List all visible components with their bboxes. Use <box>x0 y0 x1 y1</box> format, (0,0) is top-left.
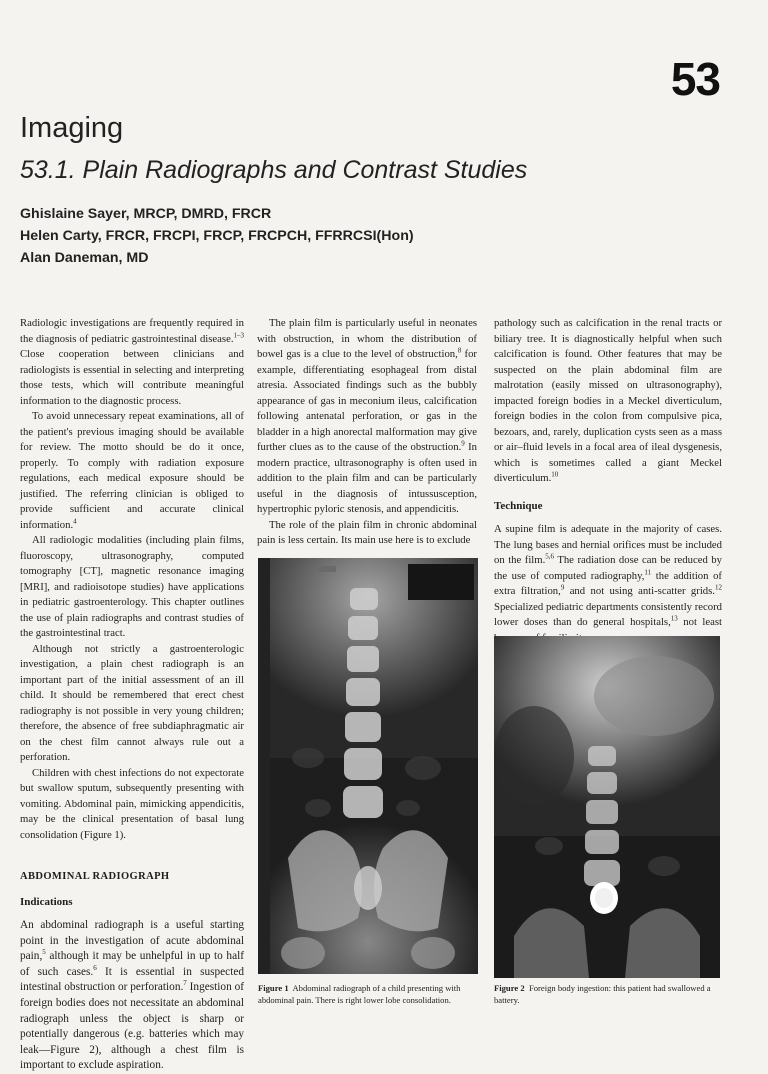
figure-1-radiograph <box>258 558 478 974</box>
figure-label: Figure 2 <box>494 983 525 993</box>
author: Alan Daneman, MD <box>20 250 149 266</box>
paragraph: pathology such as calcification in the renal tracts or biliary tree. It is diagnostically helpful when such calcification is found. Other features that may be suspected on the plain abdominal film are malrotation (easily missed on ultrasonography), impacted foreign bodies in a Meckel diverticulum, foreign bodies in the colon from compulsive pica, bezoars, and, rarely, duplication cysts seen as a mass or air–fluid levels in a focal area of ileal dysgenesis, which is sometimes called a giant Meckel diverticulum.$^{10}$ <box>494 317 722 484</box>
text-column-2 <box>257 316 477 549</box>
paragraph: Radiologic investigations are frequently required in the diagnosis of pediatric gastrointestinal disease.$^{1-3}$ Close cooperation between clinicians and radiologists is essential in selecting and interpreting those tests, which will contribute meaningful information to the diagnostic process. <box>20 317 244 407</box>
figure-1-caption <box>258 983 480 1006</box>
figure-2-caption <box>494 983 722 1006</box>
subsection-title: 53.1. Plain Radiographs and Contrast Studies <box>20 156 528 184</box>
caption-text: Abdominal radiograph of a child presenting with abdominal pain. There is right lower lobe consolidation. <box>258 983 461 1005</box>
subsection-heading: Indications <box>20 895 73 908</box>
paragraph: An abdominal radiograph is a useful starting point in the investigation of acute abdominal pain,$^5$ although it may be unhelpful in up to half of such cases.$^6$ It is essential in suspected intestinal obstruction or perforation.$^7$ Ingestion of foreign bodies does not necessitate an abdominal radiograph unless the object is sharp or potentially dangerous (e.g. batteries which may leak—Figure 2), although a chest film is important to exclude aspiration. <box>20 919 244 1072</box>
author-list <box>20 203 414 269</box>
text-column-1 <box>20 316 244 1074</box>
subsection-heading: Technique <box>494 499 543 512</box>
paragraph: A supine film is adequate in the majority of cases. The lung bases and hernial orifices must be included on the film.$^{5,6}$ The radiation dose can be reduced by the use of computed radiography,$^{11}$ the addition of extra filtration,$^9$ and not using anti-scatter grids.$^{12}$ Specialized pediatric departments consistently record lower doses than do general hospitals,$^{13}$ not least <box>494 523 722 628</box>
section-title: Imaging <box>20 112 124 144</box>
abdominal-radiograph-image <box>258 558 478 974</box>
caption-text: Foreign body ingestion: this patient had swallowed a battery. <box>494 983 711 1005</box>
paragraph: To avoid unnecessary repeat examinations, all of the patient's previous imaging should be available for review. The motto should be do it once, properly. To comply with radiation exposure regulations, each medical exposure should be justified. The referring clinician is obliged to provide sufficient and accurate clinical information.$^4$ <box>20 410 244 531</box>
paragraph: The role of the plain film in chronic abdominal pain is less certain. Its main use here is to exclude <box>257 518 477 546</box>
paragraph: The plain film is particularly useful in neonates with obstruction, in whom the distribution of bowel gas is a clue to the level of obstruction,$^8$ for example, differentiating esophageal from distal atresia. Associated findings such as the bubbly appearance of gas in meconium ileus, calcification following antenatal perforation, or gas in the bladder in a high anorectal malformation may give further clues as to the cause of the obstruction.$^9$ In modern practice, ultrasonography is often used in addition to the plain film and can be particularly useful in the diagnosis of intussusception, hypertrophic pyloric stenosis, and appendicitis. <box>257 317 477 515</box>
paragraph: Although not strictly a gastroenterologic investigation, a plain chest radiograph is an important part of the initial assessment of an ill child. It should be remembered that erect chest radiography is not possible in very young children; therefore, the absence of free subdiaphragmatic air on the chest film cannot always rule out a perforation. <box>20 642 244 763</box>
author: Ghislaine Sayer, MRCP, DMRD, FRCR <box>20 206 272 222</box>
foreign-body-radiograph-image <box>494 636 720 978</box>
figure-label: Figure 1 <box>258 983 289 993</box>
chapter-number: 53 <box>670 53 720 105</box>
section-heading: ABDOMINAL RADIOGRAPH <box>20 871 170 882</box>
author: Helen Carty, FRCR, FRCPI, FRCP, FRCPCH, FFRRCSI(Hon) <box>20 228 414 244</box>
figure-2-radiograph <box>494 636 720 978</box>
text-column-3 <box>494 316 722 646</box>
paragraph: Children with chest infections do not expectorate but swallow sputum, subsequently presenting with vomiting. Abdominal pain, mimicking appendicitis, may be the clinical presentation of basal lung consolidation (Figure 1). <box>20 766 244 841</box>
paragraph: All radiologic modalities (including plain films, fluoroscopy, ultrasonography, computed tomography [CT], magnetic resonance imaging [MRI], and radioisotope studies) have applications in pediatric gastroenterology. This chapter outlines the use of plain radiographs and contrast studies of the gastrointestinal tract. <box>20 534 244 639</box>
